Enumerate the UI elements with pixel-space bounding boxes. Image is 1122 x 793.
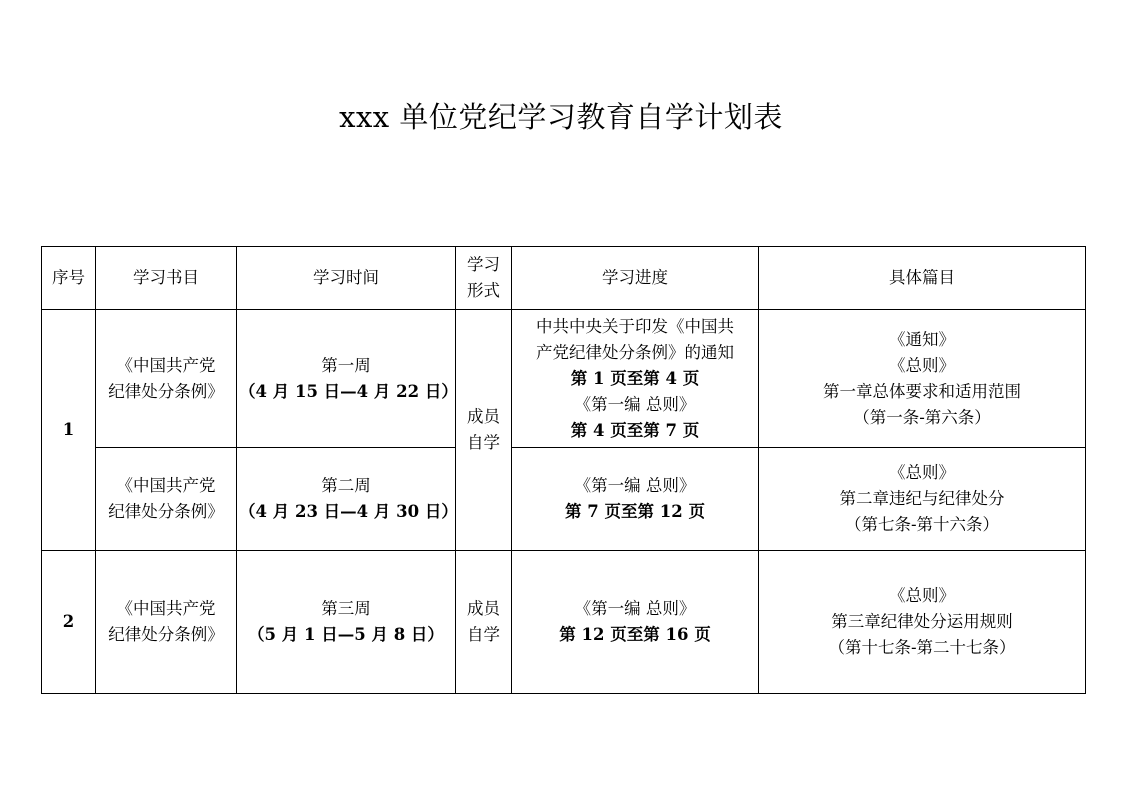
chapter-line: 《总则》 (889, 586, 955, 605)
row-index: 1 (42, 310, 96, 551)
time-cell (237, 551, 456, 694)
progress-line: 产党纪律处分条例》的通知 (536, 342, 734, 362)
header-progress: 学习进度 (512, 247, 759, 310)
book-line: 《中国共产党 (116, 476, 216, 495)
progress-cell (512, 310, 759, 448)
progress-line: 《第一编 总则》 (574, 599, 696, 618)
header-book: 学习书目 (96, 247, 237, 310)
header-index: 序号 (42, 247, 96, 310)
row-index: 2 (42, 551, 96, 694)
progress-line: 中共中央关于印发《中国共 (536, 316, 734, 336)
chapter-line: 《通知》 (889, 329, 955, 349)
book-line: 纪律处分条例》 (108, 625, 224, 644)
progress-line: 第 7 页至第 12 页 (565, 502, 705, 521)
header-form (456, 247, 512, 310)
chapter-line: 第三章纪律处分运用规则 (831, 612, 1013, 631)
table-row (42, 448, 1086, 551)
progress-cell (512, 551, 759, 694)
chapter-line: 《总则》 (889, 463, 955, 482)
date-range: （4 月 15 日—4 月 22 日） (239, 381, 458, 401)
study-plan-table (41, 246, 1086, 694)
form-cell (456, 551, 512, 694)
week-label: 第一周 (321, 355, 371, 375)
progress-line: 第 4 页至第 7 页 (570, 420, 700, 440)
book-line: 纪律处分条例》 (108, 381, 224, 401)
chapter-line: （第十七条-第二十七条） (828, 638, 1016, 657)
chapter-line: 第一章总体要求和适用范围 (823, 381, 1021, 401)
progress-line: 第 12 页至第 16 页 (559, 625, 711, 644)
book-line: 《中国共产党 (116, 599, 216, 618)
progress-line: 《第一编 总则》 (574, 394, 696, 414)
chapter-line: 第二章违纪与纪律处分 (839, 489, 1005, 508)
progress-line: 《第一编 总则》 (574, 476, 696, 495)
form-cell (456, 310, 512, 551)
book-cell (96, 310, 237, 448)
chapter-line: 《总则》 (889, 355, 955, 375)
form-line: 成员 (467, 407, 500, 426)
chapters-cell (759, 448, 1086, 551)
week-label: 第二周 (321, 476, 371, 495)
header-time: 学习时间 (237, 247, 456, 310)
header-form-line-2: 形式 (467, 281, 500, 300)
book-cell (96, 448, 237, 551)
table-row (42, 551, 1086, 694)
form-line: 自学 (467, 625, 500, 644)
week-label: 第三周 (321, 599, 371, 618)
progress-cell (512, 448, 759, 551)
header-form-line-1: 学习 (467, 255, 500, 274)
progress-line: 第 1 页至第 4 页 (570, 368, 700, 388)
chapter-line: （第七条-第十六条） (844, 515, 1000, 534)
book-line: 纪律处分条例》 (108, 502, 224, 521)
date-range: （5 月 1 日—5 月 8 日） (248, 625, 444, 644)
header-chapters: 具体篇目 (759, 247, 1086, 310)
page-title: xxx 单位党纪学习教育自学计划表 (339, 100, 783, 134)
form-line: 自学 (467, 433, 500, 452)
time-cell (237, 448, 456, 551)
chapters-cell (759, 310, 1086, 448)
chapters-cell (759, 551, 1086, 694)
table-row (42, 310, 1086, 448)
date-range: （4 月 23 日—4 月 30 日） (239, 502, 458, 521)
book-cell (96, 551, 237, 694)
form-line: 成员 (467, 599, 500, 618)
book-line: 《中国共产党 (116, 355, 216, 375)
time-cell (237, 310, 456, 448)
chapter-line: （第一条-第六条） (853, 407, 991, 427)
header-row (42, 247, 1086, 310)
